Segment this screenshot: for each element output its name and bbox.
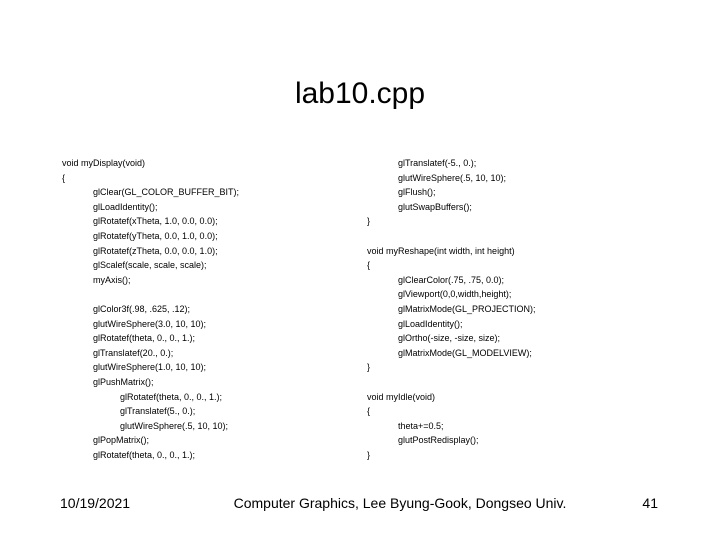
- code-line: glPopMatrix();: [93, 435, 150, 446]
- code-line: }: [367, 449, 371, 460]
- code-line: glutSwapBuffers();: [398, 201, 472, 212]
- code-line: glViewport(0,0,width,height);: [398, 289, 512, 300]
- code-line: glRotatef(theta, 0., 0., 1.);: [93, 333, 196, 344]
- code-line: glutWireSphere(1.0, 10, 10);: [93, 362, 207, 373]
- code-line: glLoadIdentity();: [398, 318, 463, 329]
- code-line: glLoadIdentity();: [93, 201, 158, 212]
- code-line: glClearColor(.75, .75, 0.0);: [398, 274, 505, 285]
- code-line: }: [367, 216, 371, 227]
- code-line: glutPostRedisplay();: [398, 435, 479, 446]
- left-code-column: [62, 156, 352, 462]
- code-line: glutWireSphere(.5, 10, 10);: [120, 420, 229, 431]
- code-line: glRotatef(xTheta, 1.0, 0.0, 0.0);: [93, 216, 218, 227]
- code-line: [62, 287, 352, 302]
- code-line: glColor3f(.98, .625, .12);: [93, 303, 191, 314]
- code-line: glOrtho(-size, -size, size);: [398, 333, 501, 344]
- footer-date: 10/19/2021: [60, 495, 131, 511]
- code-line: }: [367, 362, 371, 373]
- code-line: glTranslatef(5., 0.);: [120, 406, 196, 417]
- code-line: glFlush();: [398, 187, 436, 198]
- code-line: glRotatef(yTheta, 0.0, 1.0, 0.0);: [93, 230, 218, 241]
- code-line: theta+=0.5;: [398, 420, 444, 431]
- code-line: glPushMatrix();: [93, 376, 154, 387]
- code-line: glRotatef(theta, 0., 0., 1.);: [120, 391, 223, 402]
- code-line: {: [367, 260, 371, 271]
- code-line: glutWireSphere(.5, 10, 10);: [398, 172, 507, 183]
- slide-title: lab10.cpp: [294, 77, 426, 110]
- code-line: myAxis();: [93, 274, 131, 285]
- code-line: {: [62, 172, 66, 183]
- code-line: {: [367, 406, 371, 417]
- code-line: [367, 375, 687, 390]
- code-line: [367, 229, 687, 244]
- code-line: glRotatef(zTheta, 0.0, 0.0, 1.0);: [93, 245, 218, 256]
- code-line: glTranslatef(20., 0.);: [93, 347, 174, 358]
- right-code-column: [367, 156, 687, 462]
- code-line: glScalef(scale, scale, scale);: [93, 260, 207, 271]
- code-line: glutWireSphere(3.0, 10, 10);: [93, 318, 207, 329]
- code-line: glClear(GL_COLOR_BUFFER_BIT);: [93, 187, 240, 198]
- code-line: void myReshape(int width, int height): [367, 245, 515, 256]
- code-line: glRotatef(theta, 0., 0., 1.);: [93, 449, 196, 460]
- code-line: glMatrixMode(GL_MODELVIEW);: [398, 347, 532, 358]
- code-line: glTranslatef(-5., 0.);: [398, 158, 477, 168]
- footer-course: Computer Graphics, Lee Byung-Gook, Dongseo Univ.: [233, 495, 567, 511]
- page-number: 41: [642, 495, 658, 511]
- code-line: glMatrixMode(GL_PROJECTION);: [398, 303, 536, 314]
- code-line: void myIdle(void): [367, 391, 436, 402]
- code-line: void myDisplay(void): [62, 158, 146, 168]
